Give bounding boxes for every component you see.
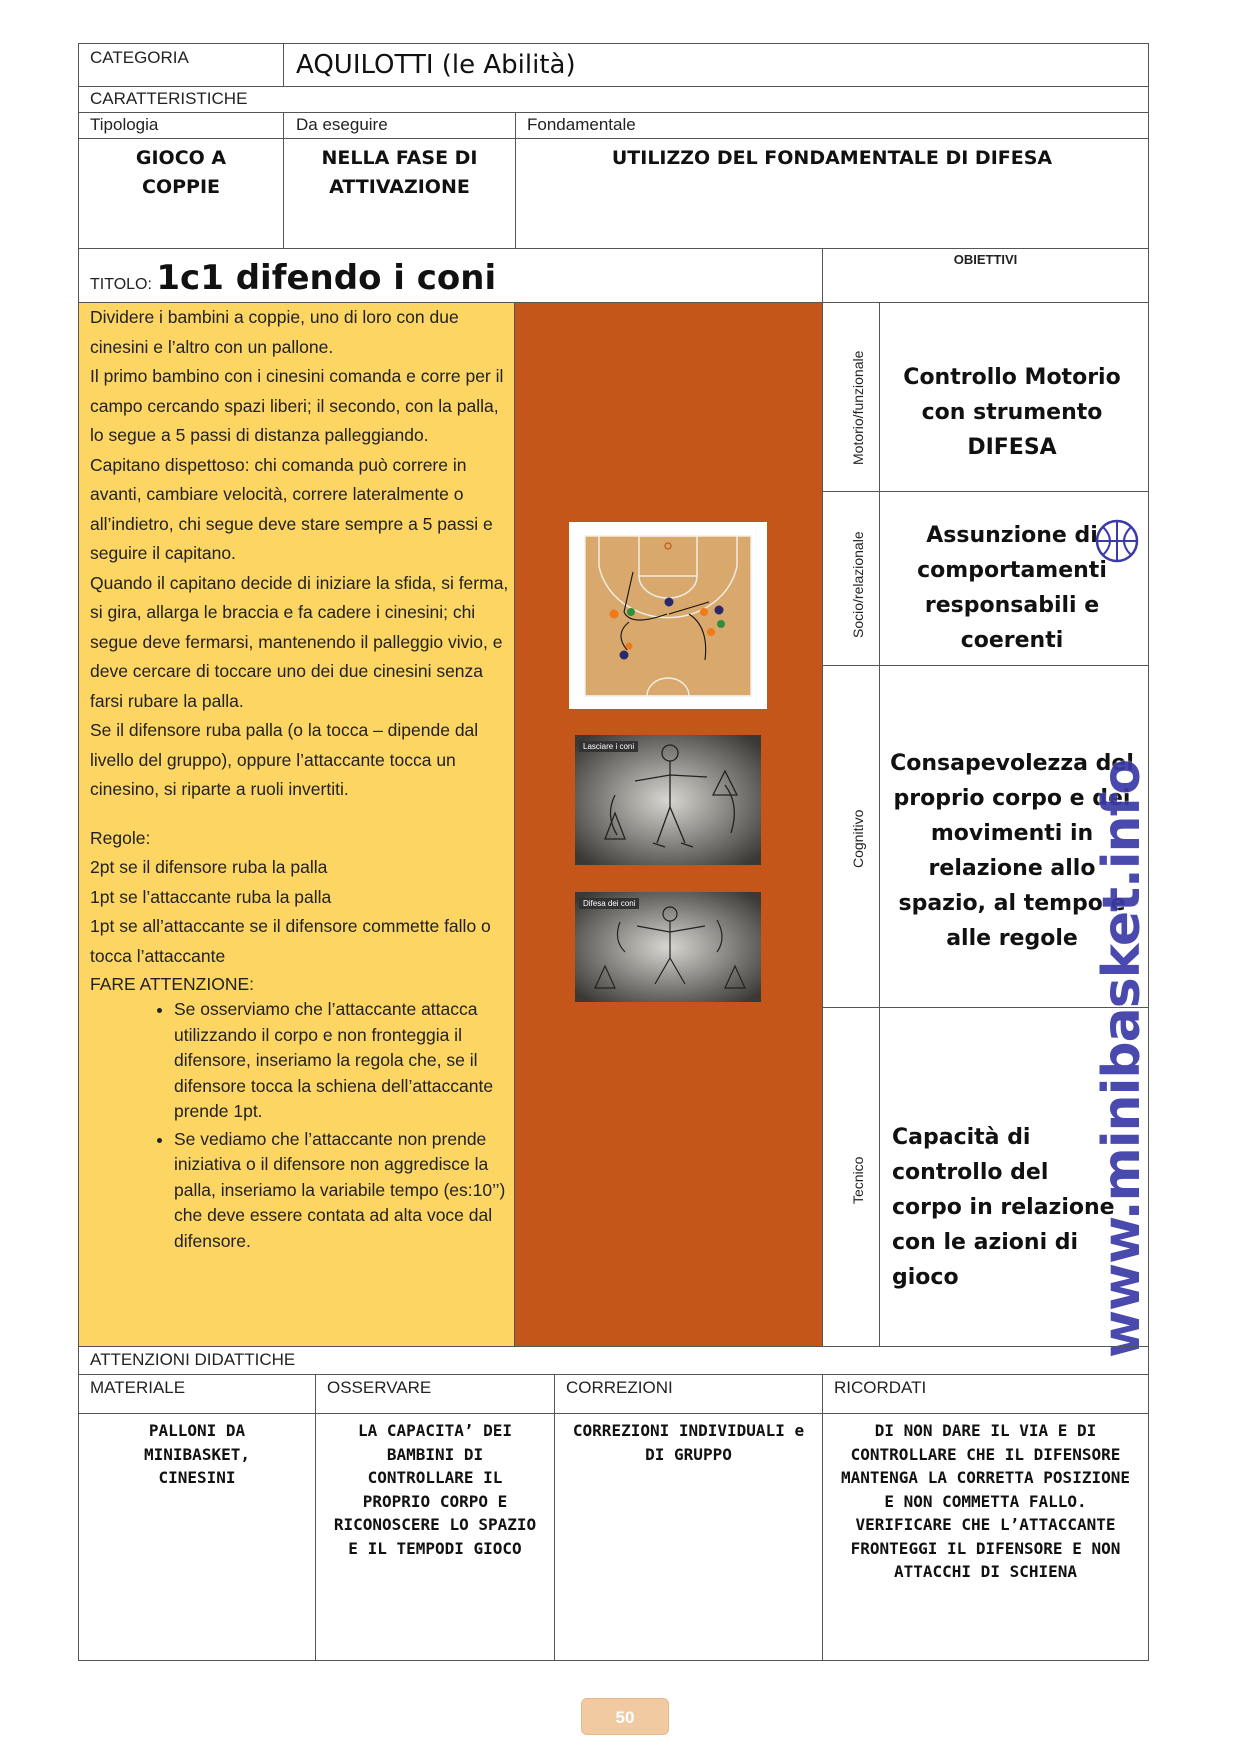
regola-3: 1pt se all’attaccante se il difensore commette fallo o tocca l’attaccante xyxy=(90,916,491,966)
title-label: TITOLO: xyxy=(90,276,152,293)
col-osservare-label: OSSERVARE xyxy=(327,1378,432,1397)
objective-tecnico-text: Capacità di controllo del corpo in relazione con le azioni di gioco xyxy=(892,1125,1115,1290)
desc-paragraph-2: Il primo bambino con i cinesini comanda e corre per il campo cercando spazi liberi; il secondo, con la palla, lo segue a 5 passi di distanza palleggiando. xyxy=(90,366,504,445)
page-number: 50 xyxy=(615,1708,635,1727)
correzioni-value: CORREZIONI INDIVIDUALI e DI GRUPPO xyxy=(572,1421,805,1464)
da-eseguire-label: Da eseguire xyxy=(296,115,388,134)
cone-orange xyxy=(610,610,619,619)
description xyxy=(90,303,510,1254)
title-value: 1c1 difendo i coni xyxy=(156,258,497,298)
watermark-text: www.minibasket.info xyxy=(1092,760,1152,1358)
court-diagram xyxy=(569,522,767,709)
fondamentale-value: UTILIZZO DEL FONDAMENTALE DI DIFESA xyxy=(611,147,1053,169)
tipologia-label: Tipologia xyxy=(90,115,159,134)
player-attacker xyxy=(665,598,674,607)
player-defender xyxy=(715,606,724,615)
sketch-lasciare-coni-drawing xyxy=(575,735,761,865)
cone-orange-3 xyxy=(707,628,715,636)
ricordati-value: DI NON DARE IL VIA E DI CONTROLLARE CHE IL DIFENSORE MANTENGA LA CORRETTA POSIZIONE E NON COMMETTA FALLO. VERIFICARE CHE L’ATTACCANTE FRONTEGGI IL DIFENSORE E NON ATTACCHI DI SCHIENA xyxy=(841,1421,1130,1581)
cone-orange-4 xyxy=(626,643,633,650)
materiale-value: PALLONI DA MINIBASKET, CINESINI xyxy=(144,1421,250,1487)
objective-cognitivo-text: Consapevolezza del proprio corpo e dei movimenti in relazione allo spazio, al tempo e alle regole xyxy=(890,751,1134,951)
desc-paragraph-5: Se il difensore ruba palla (o la tocca – dipende dal livello del gruppo), oppure l’attaccante tocca un cinesino, si riparte a ruoli invertiti. xyxy=(90,720,479,799)
categoria-value: AQUILOTTI (le Abilità) xyxy=(296,50,576,80)
attenzione-bullet-1: • Se osserviamo che l’attaccante attacca utilizzando il corpo e non fronteggia il difensore, inseriamo la regola che, se il difensore tocca la schiena dell’attaccante prende 1pt. xyxy=(174,997,510,1125)
attenzione-bullet-2: • Se vediamo che l’attaccante non prende iniziativa o il difensore non aggredisce la palla, inseriamo la variabile tempo (es:10’’) che deve essere contata ad alta voce dal difensore. xyxy=(174,1127,510,1255)
player-3 xyxy=(620,651,629,660)
attenzioni-label: ATTENZIONI DIDATTICHE xyxy=(90,1350,296,1369)
cone-orange-2 xyxy=(700,608,708,616)
objective-motorio-text: Controllo Motorio con strumento DIFESA xyxy=(903,365,1121,460)
attenzione-list xyxy=(90,997,510,1254)
attenzione-label: FARE ATTENZIONE: xyxy=(90,974,255,994)
categoria-label: CATEGORIA xyxy=(90,48,189,67)
osservare-value: LA CAPACITA’ DEI BAMBINI DI CONTROLLARE IL PROPRIO CORPO E RICONOSCERE LO SPAZIO E IL TEMPODI GIOCO xyxy=(333,1421,537,1558)
fondamentale-label: Fondamentale xyxy=(527,115,636,134)
watermark-ball-icon xyxy=(1092,516,1142,566)
col-ricordati-label: RICORDATI xyxy=(834,1378,927,1397)
page-number-badge xyxy=(581,1698,669,1735)
col-materiale-label: MATERIALE xyxy=(90,1378,186,1397)
obiettivi-label: OBIETTIVI xyxy=(953,252,1018,267)
desc-paragraph-4: Quando il capitano decide di iniziare la sfida, si ferma, si gira, allarga le braccia e fa cadere i cinesini; chi segue deve fermarsi, mantenendo il palleggio vivio, e deve cercare di toccare uno dei due cinesini senza farsi rubare la palla. xyxy=(90,572,509,711)
sketch-lasciare-coni-caption: Lasciare i coni xyxy=(579,741,638,752)
objective-cognitivo-category: Cognitivo xyxy=(850,809,866,868)
regola-1: 2pt se il difensore ruba la palla xyxy=(90,857,328,877)
sketch-lasciare-coni xyxy=(575,735,761,865)
regola-2: 1pt se l’attaccante ruba la palla xyxy=(90,886,332,907)
watermark xyxy=(1084,520,1152,1360)
sketch-difesa-coni xyxy=(575,892,761,1002)
objective-socio-category: Socio/relazionale xyxy=(850,531,866,638)
objective-tecnico-category: Tecnico xyxy=(850,1156,866,1204)
title xyxy=(90,258,496,298)
col-correzioni-label: CORREZIONI xyxy=(566,1378,673,1397)
regole-label: Regole: xyxy=(90,827,151,848)
da-eseguire-value: NELLA FASE DI ATTIVAZIONE xyxy=(321,147,478,198)
sketch-difesa-coni-caption: Difesa dei coni xyxy=(579,898,639,909)
caratteristiche-label: CARATTERISTICHE xyxy=(90,89,248,108)
cone-green xyxy=(627,608,635,616)
desc-paragraph-3: Capitano dispettoso: chi comanda può correre in avanti, cambiare velocità, correre lateralmente o all’indietro, chi segue deve stare sempre a 5 passi e seguire il capitano. xyxy=(90,454,493,563)
cone-green-2 xyxy=(717,620,725,628)
court-floor xyxy=(585,536,751,696)
objective-socio-text: Assunzione di comportamenti responsabili e coerenti xyxy=(917,523,1107,653)
court-diagram-frame xyxy=(569,522,767,709)
objective-motorio-category: Motorio/funzionale xyxy=(850,350,866,465)
desc-paragraph-1: Dividere i bambini a coppie, uno di loro con due cinesini e l’altro con un pallone. xyxy=(90,307,459,357)
tipologia-value: GIOCO A COPPIE xyxy=(135,147,227,198)
